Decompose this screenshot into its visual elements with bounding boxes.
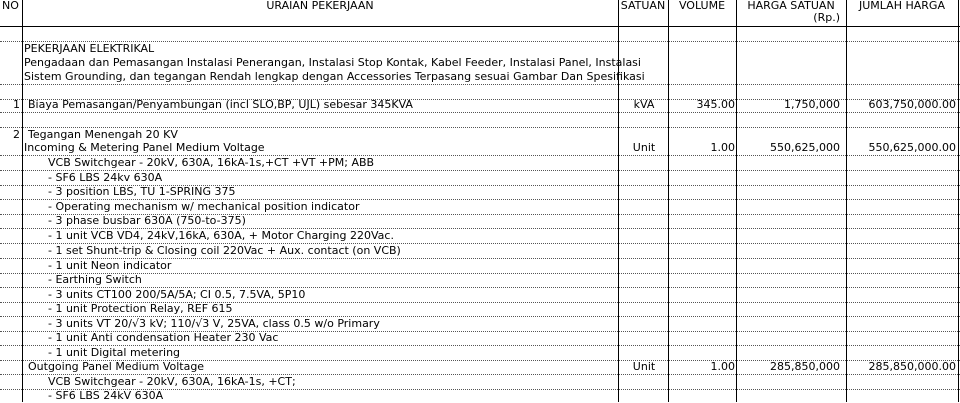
table-row bbox=[0, 375, 960, 390]
cell-description: Sistem Grounding, dan tegangan Rendah lengkap dengan Accessories Terpasang sesuai Gambar Dan Spesifikasi bbox=[24, 70, 645, 83]
header-harga-satuan: HARGA SATUAN bbox=[747, 0, 835, 12]
table-row bbox=[0, 200, 960, 215]
table-row bbox=[0, 331, 960, 346]
cell-description: - Operating mechanism w/ mechanical position indicator bbox=[48, 200, 360, 213]
cell-description: Biaya Pemasangan/Penyambungan (incl SLO,BP, UJL) sebesar 345KVA bbox=[28, 98, 413, 111]
cell-description: - SF6 LBS 24kv 630A bbox=[48, 171, 163, 184]
cell-description: - 3 units CT100 200/5A/5A; CI 0.5, 7.5VA, 5P10 bbox=[48, 288, 306, 301]
cell-description: - Earthing Switch bbox=[48, 273, 142, 286]
table-row bbox=[0, 113, 960, 128]
table-row bbox=[0, 141, 960, 156]
table-row bbox=[0, 244, 960, 259]
cell-jumlah-harga: 285,850,000.00 bbox=[868, 360, 956, 373]
table-row bbox=[0, 171, 960, 186]
header-volume: VOLUME bbox=[678, 0, 726, 12]
table-row bbox=[0, 42, 960, 56]
table-row bbox=[0, 70, 960, 85]
cell-satuan: kVA bbox=[633, 98, 655, 111]
cell-description: - 1 unit Neon indicator bbox=[48, 259, 172, 272]
cell-description: Incoming & Metering Panel Medium Voltage bbox=[24, 141, 265, 154]
cell-harga-satuan: 285,850,000 bbox=[770, 360, 840, 373]
cell-volume: 1.00 bbox=[710, 141, 735, 154]
cell-description: - 1 unit Protection Relay, REF 615 bbox=[48, 302, 233, 315]
cell-volume: 345.00 bbox=[696, 98, 735, 111]
table-row bbox=[0, 98, 960, 113]
table-row bbox=[0, 128, 960, 142]
cell-harga-satuan: 550,625,000 bbox=[770, 141, 840, 154]
header-satuan: SATUAN bbox=[620, 0, 666, 12]
cell-satuan: Unit bbox=[632, 141, 656, 154]
table-row bbox=[0, 389, 960, 403]
cell-description: Pengadaan dan Pemasangan Instalasi Penerangan, Instalasi Stop Kontak, Kabel Feeder, Instalasi Panel, Instalasi bbox=[24, 56, 641, 69]
cell-no: 1 bbox=[13, 98, 20, 111]
table-row bbox=[0, 214, 960, 229]
header-no: NO bbox=[2, 0, 19, 12]
header-uraian: URAIAN PEKERJAAN bbox=[266, 0, 374, 12]
cell-description: - 1 unit Anti condensation Heater 230 Vac bbox=[48, 331, 279, 344]
cell-description: - 1 unit Digital metering bbox=[48, 346, 181, 359]
cell-description bbox=[24, 27, 616, 41]
table-row bbox=[0, 27, 960, 42]
table-row bbox=[0, 229, 960, 244]
cell-description: PEKERJAAN ELEKTRIKAL bbox=[24, 42, 155, 55]
cell-no: 2 bbox=[13, 128, 20, 141]
table-row bbox=[0, 156, 960, 171]
cell-jumlah-harga: 603,750,000.00 bbox=[868, 98, 956, 111]
table-row bbox=[0, 360, 960, 375]
cell-description: - 1 set Shunt-trip & Closing coil 220Vac + Aux. contact (on VCB) bbox=[48, 244, 401, 257]
cell-satuan: Unit bbox=[632, 360, 656, 373]
cell-volume: 1.00 bbox=[710, 360, 735, 373]
cell-description bbox=[24, 113, 616, 127]
cell-description: - 3 units VT 20/√3 kV; 110/√3 V, 25VA, class 0.5 w/o Primary bbox=[48, 317, 380, 330]
table-row bbox=[0, 273, 960, 288]
table-row bbox=[0, 317, 960, 332]
cell-description: - 3 position LBS, TU 1-SPRING 375 bbox=[48, 185, 236, 198]
header-harga-satuan-unit: (Rp.) bbox=[813, 11, 840, 24]
table-row bbox=[0, 259, 960, 274]
table-row bbox=[0, 56, 960, 70]
cell-jumlah-harga: 550,625,000.00 bbox=[868, 141, 956, 154]
table-row bbox=[0, 302, 960, 317]
cell-description: Outgoing Panel Medium Voltage bbox=[28, 360, 205, 373]
cell-description: VCB Switchgear - 20kV, 630A, 16kA-1s,+CT +VT +PM; ABB bbox=[48, 156, 375, 169]
cell-description: - 3 phase busbar 630A (750-to-375) bbox=[48, 214, 246, 227]
cell-no bbox=[0, 27, 20, 41]
table-row bbox=[0, 185, 960, 200]
header-jumlah-harga: JUMLAH HARGA bbox=[859, 0, 945, 12]
cell-description bbox=[24, 85, 616, 99]
table-row bbox=[0, 288, 960, 303]
table-row bbox=[0, 346, 960, 361]
cell-description: - SF6 LBS 24kV 630A bbox=[48, 389, 164, 402]
cell-description: Tegangan Menengah 20 KV bbox=[28, 128, 178, 141]
cell-description: - 1 unit VCB VD4, 24kV,16kA, 630A, + Motor Charging 220Vac. bbox=[48, 229, 394, 242]
cell-description: VCB Switchgear - 20kV, 630A, 16kA-1s, +CT; bbox=[48, 375, 296, 388]
cell-harga-satuan: 1,750,000 bbox=[784, 98, 840, 111]
